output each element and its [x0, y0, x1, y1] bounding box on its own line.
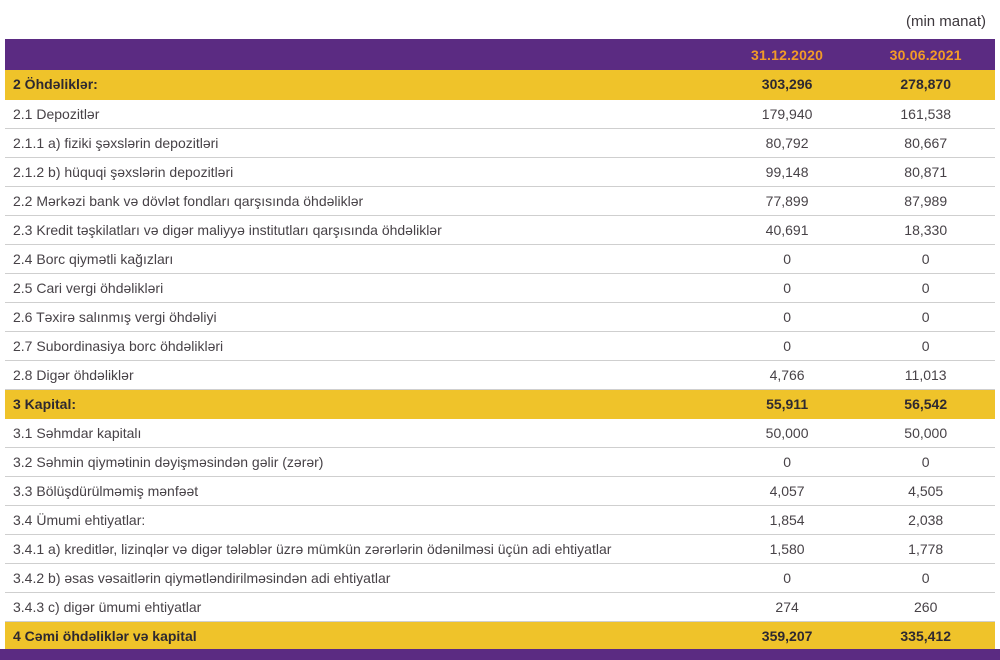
table-row: [5, 302, 995, 331]
row-value-2021: 0: [856, 302, 995, 331]
row-label: 4 Cəmi öhdəliklər və kapital: [5, 621, 718, 650]
row-value-2021: 335,412: [856, 621, 995, 650]
row-label: 3.4 Ümumi ehtiyatlar:: [5, 505, 718, 534]
table-row: [5, 476, 995, 505]
row-value-2020: 80,792: [718, 128, 857, 157]
row-label: 3.1 Səhmdar kapitalı: [5, 418, 718, 447]
row-value-2021: 2,038: [856, 505, 995, 534]
table-row: [5, 563, 995, 592]
table-row: [5, 447, 995, 476]
table-row: [5, 99, 995, 128]
row-value-2021: 56,542: [856, 389, 995, 418]
row-value-2020: 0: [718, 302, 857, 331]
table-body: [5, 70, 995, 650]
row-label: 2.1.1 a) fiziki şəxslərin depozitləri: [5, 128, 718, 157]
table-row: [5, 244, 995, 273]
section-total-row: [5, 389, 995, 418]
row-value-2020: 50,000: [718, 418, 857, 447]
row-value-2021: 278,870: [856, 70, 995, 99]
table-row: [5, 186, 995, 215]
row-value-2020: 77,899: [718, 186, 857, 215]
row-label: 2.3 Kredit təşkilatları və digər maliyyə institutları qarşısında öhdəliklər: [5, 215, 718, 244]
row-label: 2.2 Mərkəzi bank və dövlət fondları qarşısında öhdəliklər: [5, 186, 718, 215]
row-value-2021: 0: [856, 331, 995, 360]
row-value-2021: 80,667: [856, 128, 995, 157]
row-value-2020: 40,691: [718, 215, 857, 244]
row-label: 3.4.2 b) əsas vəsaitlərin qiymətləndirilməsindən adi ehtiyatlar: [5, 563, 718, 592]
row-value-2021: 0: [856, 563, 995, 592]
row-value-2021: 4,505: [856, 476, 995, 505]
row-value-2020: 4,057: [718, 476, 857, 505]
row-value-2021: 80,871: [856, 157, 995, 186]
table-row: [5, 331, 995, 360]
table-row: [5, 418, 995, 447]
row-value-2020: 0: [718, 447, 857, 476]
row-label: 2.6 Təxirə salınmış vergi öhdəliyi: [5, 302, 718, 331]
table-row: [5, 273, 995, 302]
table-row: [5, 592, 995, 621]
column-header-2021: 30.06.2021: [856, 39, 995, 70]
row-value-2020: 274: [718, 592, 857, 621]
row-value-2020: 55,911: [718, 389, 857, 418]
row-value-2020: 0: [718, 563, 857, 592]
table-row: [5, 215, 995, 244]
row-value-2020: 0: [718, 273, 857, 302]
row-value-2020: 303,296: [718, 70, 857, 99]
row-value-2021: 11,013: [856, 360, 995, 389]
balance-sheet-table: [5, 39, 995, 651]
row-value-2021: 0: [856, 273, 995, 302]
row-label: 3.2 Səhmin qiymətinin dəyişməsindən gəlir (zərər): [5, 447, 718, 476]
row-label: 2.8 Digər öhdəliklər: [5, 360, 718, 389]
column-header-empty: [5, 39, 718, 70]
row-value-2021: 260: [856, 592, 995, 621]
row-value-2021: 87,989: [856, 186, 995, 215]
row-value-2020: 1,854: [718, 505, 857, 534]
table-row: [5, 157, 995, 186]
row-label: 2 Öhdəliklər:: [5, 70, 718, 99]
row-value-2020: 1,580: [718, 534, 857, 563]
row-value-2020: 0: [718, 331, 857, 360]
section-total-row: [5, 70, 995, 99]
row-label: 2.1 Depozitlər: [5, 99, 718, 128]
row-label: 2.7 Subordinasiya borc öhdəlikləri: [5, 331, 718, 360]
row-value-2020: 179,940: [718, 99, 857, 128]
bottom-purple-bar: [0, 649, 1000, 660]
row-label: 3.4.3 c) digər ümumi ehtiyatlar: [5, 592, 718, 621]
row-label: 2.5 Cari vergi öhdəlikləri: [5, 273, 718, 302]
row-value-2020: 359,207: [718, 621, 857, 650]
row-label: 3 Kapital:: [5, 389, 718, 418]
table-row: [5, 505, 995, 534]
row-value-2021: 0: [856, 447, 995, 476]
row-label: 2.4 Borc qiymətli kağızları: [5, 244, 718, 273]
row-label: 2.1.2 b) hüquqi şəxslərin depozitləri: [5, 157, 718, 186]
row-value-2020: 99,148: [718, 157, 857, 186]
row-value-2020: 0: [718, 244, 857, 273]
row-label: 3.3 Bölüşdürülməmiş mənfəət: [5, 476, 718, 505]
row-value-2021: 1,778: [856, 534, 995, 563]
table-row: [5, 534, 995, 563]
row-label: 3.4.1 a) kreditlər, lizinqlər və digər tələblər üzrə mümkün zərərlərin ödənilməsi üçün adi ehtiyatlar: [5, 534, 718, 563]
row-value-2021: 0: [856, 244, 995, 273]
row-value-2021: 50,000: [856, 418, 995, 447]
row-value-2020: 4,766: [718, 360, 857, 389]
table-header-row: [5, 39, 995, 70]
row-value-2021: 161,538: [856, 99, 995, 128]
unit-label: (min manat): [905, 13, 986, 30]
column-header-2020: 31.12.2020: [718, 39, 857, 70]
section-total-row: [5, 621, 995, 650]
table-row: [5, 360, 995, 389]
row-value-2021: 18,330: [856, 215, 995, 244]
table-row: [5, 128, 995, 157]
